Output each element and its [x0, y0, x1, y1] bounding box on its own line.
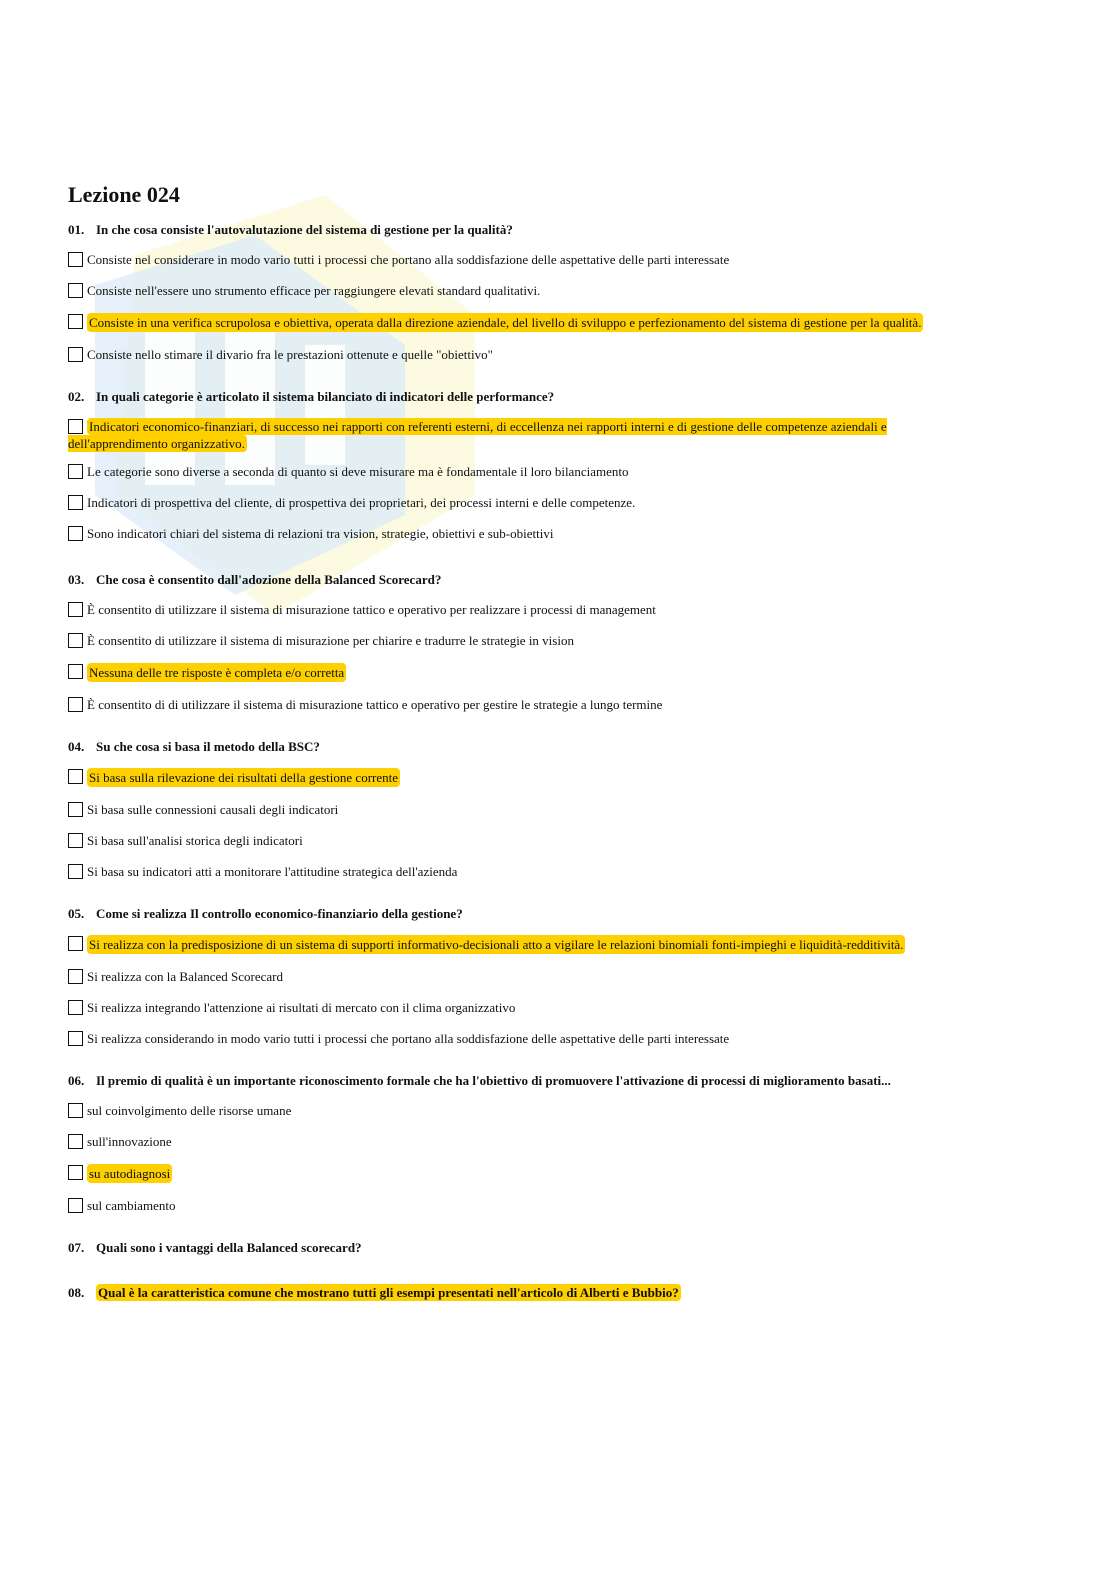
answer-checkbox[interactable]: [68, 602, 83, 617]
question-text: 01. In che cosa consiste l'autovalutazione del sistema di gestione per la qualità?: [68, 222, 513, 237]
answer-option-highlighted: Consiste in una verifica scrupolosa e obiettiva, operata dalla direzione aziendale, del livello di sviluppo e perfezionamento del sistema di gestione per la qualità.: [68, 313, 1058, 332]
answer-option: Consiste nello stimare il divario fra le prestazioni ottenute e quelle "obiettivo": [68, 346, 1058, 363]
lesson-title: Lezione 024: [68, 182, 180, 207]
question-text: 04. Su che cosa si basa il metodo della BSC?: [68, 739, 320, 754]
answer-checkbox[interactable]: [68, 495, 83, 510]
question-08: [68, 1285, 1058, 1301]
answer-checkbox[interactable]: [68, 633, 83, 648]
answer-option: Si basa sull'analisi storica degli indicatori: [68, 832, 1058, 849]
answer-option-highlighted: Nessuna delle tre risposte è completa e/o corretta: [68, 663, 1058, 682]
answer-checkbox[interactable]: [68, 419, 83, 434]
answer-checkbox[interactable]: [68, 1134, 83, 1149]
answer-option-highlighted: Si realizza con la predisposizione di un sistema di supporti informativo-decisionali atto a vigilare le relazioni binomiali fonti-impieghi e liquidità-redditività.: [68, 935, 1058, 954]
answer-checkbox[interactable]: [68, 1103, 83, 1118]
answer-option: È consentito di utilizzare il sistema di misurazione per chiarire e tradurre le strategie in vision: [68, 632, 1058, 649]
answer-option: Le categorie sono diverse a seconda di quanto si deve misurare ma è fondamentale il loro bilanciamento: [68, 463, 1058, 480]
question-text: 02. In quali categorie è articolato il sistema bilanciato di indicatori delle performance?: [68, 389, 555, 404]
answer-checkbox[interactable]: [68, 314, 83, 329]
answer-checkbox[interactable]: [68, 864, 83, 879]
answer-option: Si basa su indicatori atti a monitorare l'attitudine strategica dell'azienda: [68, 863, 1058, 880]
answer-checkbox[interactable]: [68, 969, 83, 984]
answer-option: È consentito di utilizzare il sistema di misurazione tattico e operativo per realizzare i processi di management: [68, 601, 1058, 618]
answer-checkbox[interactable]: [68, 252, 83, 267]
answer-option: Si basa sulle connessioni causali degli indicatori: [68, 801, 1058, 818]
answer-checkbox[interactable]: [68, 526, 83, 541]
answer-checkbox[interactable]: [68, 347, 83, 362]
answer-checkbox[interactable]: [68, 833, 83, 848]
answer-option: sull'innovazione: [68, 1133, 1058, 1150]
answer-option: sul cambiamento: [68, 1197, 1058, 1214]
answer-checkbox[interactable]: [68, 769, 83, 784]
answer-checkbox[interactable]: [68, 464, 83, 479]
question-text: 06. Il premio di qualità è un importante riconoscimento formale che ha l'obiettivo di promuovere l'attivazione di processi di miglioramento basati...: [68, 1073, 891, 1088]
answer-option: Consiste nel considerare in modo vario tutti i processi che portano alla soddisfazione delle aspettative delle parti interessate: [68, 251, 1058, 268]
question-text: 05. Come si realizza Il controllo economico-finanziario della gestione?: [68, 906, 463, 921]
answer-checkbox[interactable]: [68, 1031, 83, 1046]
answer-option: Si realizza considerando in modo vario tutti i processi che portano alla soddisfazione delle aspettative delle parti interessate: [68, 1030, 1058, 1047]
answer-checkbox[interactable]: [68, 936, 83, 951]
answer-option-highlighted: Si basa sulla rilevazione dei risultati della gestione corrente: [68, 768, 1058, 787]
question-text: 07. Quali sono i vantaggi della Balanced scorecard?: [68, 1240, 362, 1255]
question-text-highlighted: 08. Qual è la caratteristica comune che mostrano tutti gli esempi presentati nell'articolo di Alberti e Bubbio?: [68, 1285, 679, 1300]
answer-option-highlighted: Indicatori economico-finanziari, di successo nei rapporti con referenti esterni, di eccellenza nei rapporti interni e di gestione delle competenze aziendali e dell'apprendimento organizzativo.: [68, 419, 887, 451]
question-04: [68, 739, 1058, 880]
question-02: [68, 389, 1058, 542]
answer-checkbox[interactable]: [68, 1165, 83, 1180]
answer-option-highlighted: su autodiagnosi: [68, 1164, 1058, 1183]
answer-option: sul coinvolgimento delle risorse umane: [68, 1102, 1058, 1119]
question-03: [68, 572, 1058, 713]
question-01: [68, 222, 1058, 363]
answer-checkbox[interactable]: [68, 283, 83, 298]
answer-checkbox[interactable]: [68, 664, 83, 679]
answer-option: Sono indicatori chiari del sistema di relazioni tra vision, strategie, obiettivi e sub-obiettivi: [68, 525, 1058, 542]
answer-option: Indicatori di prospettiva del cliente, di prospettiva dei proprietari, dei processi interni e delle competenze.: [68, 494, 1058, 511]
answer-checkbox[interactable]: [68, 1000, 83, 1015]
document-body: [68, 180, 1058, 210]
question-text: 03. Che cosa è consentito dall'adozione della Balanced Scorecard?: [68, 572, 442, 587]
answer-option: Si realizza integrando l'attenzione ai risultati di mercato con il clima organizzativo: [68, 999, 1058, 1016]
answer-checkbox[interactable]: [68, 697, 83, 712]
answer-option: Consiste nell'essere uno strumento efficace per raggiungere elevati standard qualitativi.: [68, 282, 1058, 299]
question-05: [68, 906, 1058, 1047]
answer-option: È consentito di di utilizzare il sistema di misurazione tattico e operativo per gestire le strategie a lungo termine: [68, 696, 1058, 713]
question-06: [68, 1073, 1058, 1214]
answer-checkbox[interactable]: [68, 1198, 83, 1213]
answer-option: Si realizza con la Balanced Scorecard: [68, 968, 1058, 985]
answer-checkbox[interactable]: [68, 802, 83, 817]
question-07: [68, 1240, 1058, 1256]
